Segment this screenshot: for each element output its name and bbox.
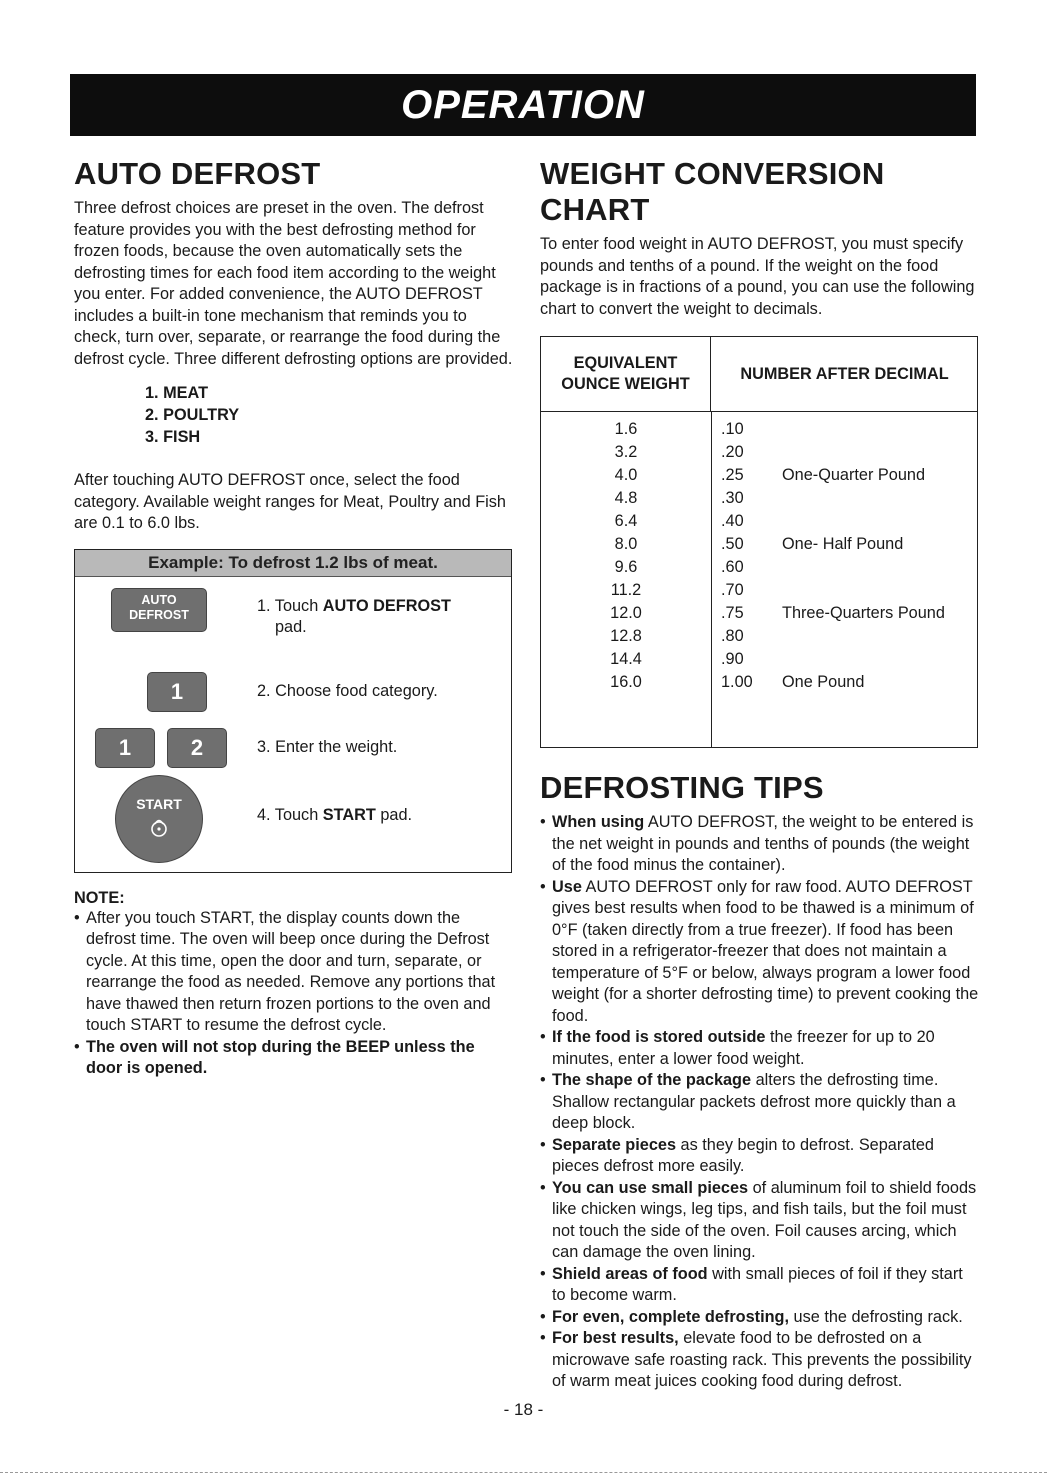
tip-lead: For even, complete defrosting,: [552, 1307, 790, 1326]
weight-chart-title: WEIGHT CONVERSION CHART: [540, 156, 885, 227]
tip-item: [540, 1135, 980, 1178]
tip-item: [540, 1264, 980, 1307]
table-row: [541, 579, 977, 602]
defrost-categories: [145, 382, 514, 448]
auto-defrost-section: [74, 156, 514, 1080]
cell-dec: .70: [721, 581, 744, 599]
category-meat: 1. MEAT: [145, 384, 209, 402]
tip-lead: You can use small pieces: [552, 1178, 749, 1197]
page-banner: OPERATION: [70, 74, 976, 136]
cell-label: Three-Quarters Pound: [782, 604, 945, 622]
conversion-table: [540, 336, 978, 748]
tip-item: [540, 1328, 980, 1393]
cell-dec: .10: [721, 420, 744, 438]
tip-lead: If the food is stored outside: [552, 1028, 766, 1046]
cell-oz: 9.6: [614, 558, 638, 576]
tip-item: [540, 1027, 980, 1070]
auto-defrost-title: AUTO DEFROST: [74, 156, 321, 191]
table-row: [541, 510, 977, 533]
start-pad-icon: [115, 775, 203, 863]
table-row: [541, 648, 977, 671]
step4-text: 4. Touch: [257, 805, 323, 824]
table-row: [541, 418, 977, 441]
cell-oz: 11.2: [610, 581, 642, 599]
note-bold-text: The oven will not stop during the BEEP unless the door is opened.: [86, 1037, 475, 1077]
table-row: [541, 441, 977, 464]
tip-text: AUTO DEFROST, the weight to be entered is the net weight in pounds and tenths of pounds (the weight of the food minus the container).: [552, 813, 974, 874]
table-row: [541, 625, 977, 648]
number-2-pad-icon: 2: [167, 728, 227, 768]
cell-oz: 4.0: [614, 466, 638, 484]
cell-oz: 6.4: [614, 512, 638, 530]
auto-defrost-intro: Three defrost choices are preset in the oven. The defrost feature provides you with the best defrosting method for frozen foods, because the oven automatically sets the defrosting times for each food item according to the weight you enter. For added convenience, the AUTO DEFROST includes a built-in tone mechanism that reminds you to check, turn over, separate, or rearrange the food during the defrost cycle. Three different defrosting options are provided.: [74, 199, 513, 368]
cell-dec: 1.00: [721, 673, 753, 691]
header-ounce-line1: EQUIVALENT: [573, 354, 678, 372]
note-item-bold: [74, 1037, 514, 1080]
pad-auto-line1: AUTO: [141, 592, 177, 607]
step-4: [257, 805, 412, 826]
weight-chart-intro: To enter food weight in AUTO DEFROST, you must specify pounds and tenths of a pound. If the weight on the food package is in fractions of a pound, you can use the following chart to convert the weight to decimals.: [540, 235, 975, 318]
table-row: [541, 671, 977, 694]
header-ounce: [541, 337, 711, 411]
cell-oz: 12.0: [610, 604, 642, 622]
cell-dec: .75: [721, 604, 744, 622]
cell-dec: .40: [721, 512, 744, 530]
tip-item: [540, 812, 980, 877]
note-item: • After you touch START, the display counts down the defrost time. The oven will beep once during the Defrost cycle. At this time, open the door and turn, separate, or rearrange the food as needed. Remove any portions that have thawed then return frozen portions to the oven and touch START to resume the defrost cycle.: [74, 908, 514, 1037]
tip-text: elevate food to be defrosted on a microwave safe roasting rack. This prevents the possibility of warm meat juices cooking food during defrost.: [552, 1329, 972, 1390]
cell-oz: 3.2: [614, 443, 638, 461]
tip-item: [540, 1070, 980, 1135]
cell-dec: .60: [721, 558, 744, 576]
tips-list: [540, 812, 980, 1393]
header-ounce-line2: OUNCE WEIGHT: [561, 375, 690, 393]
weight-chart-section: [540, 156, 980, 1393]
note-title: NOTE:: [74, 888, 125, 907]
cell-label: One Pound: [782, 673, 865, 691]
table-row: [541, 556, 977, 579]
table-row: [541, 464, 977, 487]
cell-dec: .80: [721, 627, 744, 645]
cell-dec: .20: [721, 443, 744, 461]
cell-dec: .25: [721, 466, 744, 484]
tip-text: alters the defrosting time. Shallow rectangular packets defrost more quickly than a deep block.: [552, 1071, 956, 1132]
cell-oz: 1.6: [614, 420, 638, 438]
tip-lead: When using: [552, 813, 645, 831]
cell-oz: 8.0: [614, 535, 638, 553]
tip-text: of aluminum foil to shield foods like chicken wings, leg tips, and fish tails, but the foil must not touch the side of the oven. Foil causes arcing, which can damage the oven lining.: [552, 1178, 977, 1261]
step-1: [257, 596, 451, 638]
step4-suffix: pad.: [375, 805, 413, 824]
number-1-pad-icon-2: 1: [95, 728, 155, 768]
example-box: [74, 549, 512, 873]
defrosting-tips-title: DEFROSTING TIPS: [540, 770, 824, 805]
step1-text: 1. Touch: [257, 596, 323, 615]
table-header: [541, 337, 977, 412]
cell-dec: .30: [721, 489, 744, 507]
step4-bold: START: [322, 805, 376, 824]
tip-text: the freezer for up to 20 minutes, enter a lower food weight.: [552, 1028, 935, 1068]
table-row: [541, 533, 977, 556]
cell-label: One- Half Pound: [782, 535, 904, 553]
tip-text: as they begin to defrost. Separated pieces defrost more easily.: [552, 1135, 934, 1175]
category-fish: 3. FISH: [145, 428, 201, 446]
bottom-rule: [0, 1472, 1047, 1473]
page-number: - 18 -: [503, 1400, 544, 1419]
tip-lead: Separate pieces: [552, 1135, 676, 1154]
tip-lead: Shield areas of food: [552, 1264, 708, 1283]
cell-label: One-Quarter Pound: [782, 466, 925, 484]
cell-oz: 4.8: [614, 489, 638, 507]
cell-oz: 14.4: [610, 650, 642, 668]
tip-lead: Use: [552, 877, 582, 896]
table-row: [541, 602, 977, 625]
step1-bold: AUTO DEFROST: [322, 596, 451, 615]
category-poultry: 2. POULTRY: [145, 406, 240, 424]
start-pad-label: START: [136, 795, 182, 812]
auto-defrost-pad-icon: [111, 588, 207, 632]
tip-item: [540, 877, 980, 1028]
cell-dec: .50: [721, 535, 744, 553]
example-heading: Example: To defrost 1.2 lbs of meat.: [75, 550, 511, 577]
note-list: [74, 908, 514, 1080]
tip-text: with small pieces of foil if they start to become warm.: [552, 1264, 963, 1304]
lock-icon: [149, 816, 169, 838]
pad-auto-line2: DEFROST: [129, 607, 189, 622]
number-1-pad-icon: 1: [147, 672, 207, 712]
cell-oz: 16.0: [610, 673, 642, 691]
step-2: 2. Choose food category.: [257, 681, 438, 700]
cell-oz: 12.8: [610, 627, 642, 645]
step-3: 3. Enter the weight.: [257, 737, 398, 756]
tip-text: use the defrosting rack.: [789, 1307, 963, 1326]
table-body: [541, 412, 977, 747]
header-decimal: NUMBER AFTER DECIMAL: [740, 365, 949, 383]
tip-lead: For best results,: [552, 1329, 679, 1347]
tip-lead: The shape of the package: [552, 1071, 752, 1089]
step1-suffix: pad.: [275, 617, 307, 636]
tip-item: [540, 1307, 980, 1329]
tip-text: AUTO DEFROST only for raw food. AUTO DEFROST gives best results when food to be thawed is a minimum of 0°F (taken directly from a true freezer). If food has been stored in a refrigerator-freezer that does not maintain a temperature of 5°F or below, always program a lower food weight (for a shorter defrosting time) to prevent cooking the food.: [552, 877, 979, 1025]
auto-defrost-after: After touching AUTO DEFROST once, select the food category. Available weight ranges for Meat, Poultry and Fish are 0.1 to 6.0 lbs.: [74, 471, 506, 532]
tip-item: [540, 1178, 980, 1264]
table-row: [541, 487, 977, 510]
cell-dec: .90: [721, 650, 744, 668]
